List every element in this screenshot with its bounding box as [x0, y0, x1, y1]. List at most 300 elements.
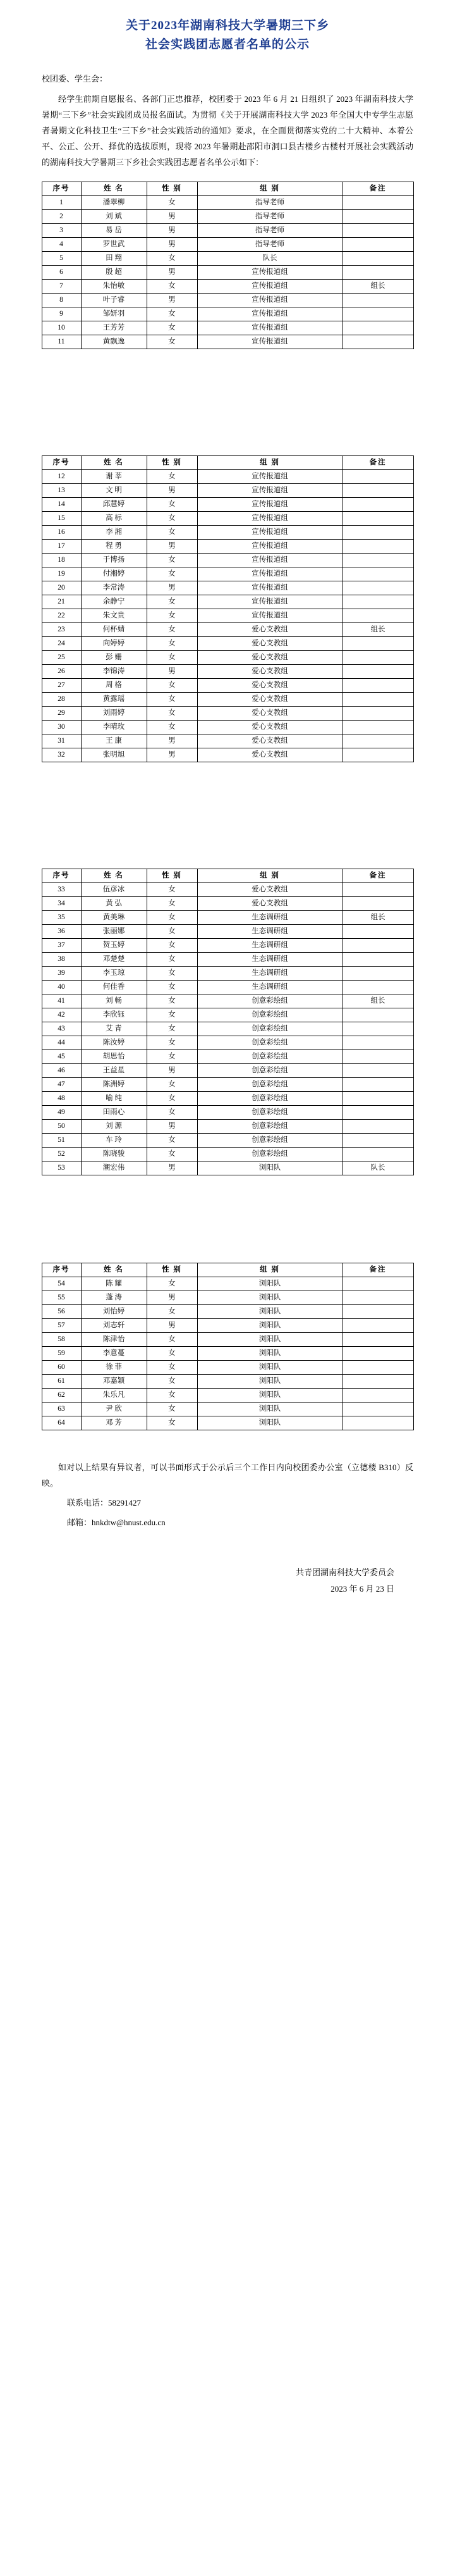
cell-name: 叶子睿: [81, 294, 147, 307]
col-header-gender: 性 别: [147, 869, 197, 883]
cell-gender: 女: [147, 939, 197, 953]
table-row: [42, 512, 413, 526]
cell-note: [343, 196, 413, 210]
roster-table-3: [42, 869, 414, 1175]
cell-group: 宣传报道组: [197, 335, 343, 349]
cell-group: 指导老师: [197, 196, 343, 210]
cell-note: [343, 925, 413, 939]
cell-name: 何佳香: [81, 981, 147, 994]
cell-seq: 43: [42, 1022, 81, 1036]
cell-note: [343, 470, 413, 484]
cell-gender: 女: [147, 1403, 197, 1416]
cell-name: 余静宁: [81, 595, 147, 609]
table-row: [42, 484, 413, 498]
table-row: [42, 981, 413, 994]
cell-group: 指导老师: [197, 224, 343, 238]
table-row: [42, 1319, 413, 1333]
cell-seq: 17: [42, 540, 81, 554]
cell-gender: 女: [147, 1036, 197, 1050]
table-row: [42, 1148, 413, 1161]
cell-name: 邱慧婷: [81, 498, 147, 512]
cell-note: [343, 1305, 413, 1319]
table-row: [42, 470, 413, 484]
cell-name: 邓嘉颖: [81, 1375, 147, 1389]
cell-gender: 女: [147, 196, 197, 210]
cell-seq: 16: [42, 526, 81, 540]
cell-seq: 59: [42, 1347, 81, 1361]
cell-name: 刘怡婷: [81, 1305, 147, 1319]
cell-seq: 61: [42, 1375, 81, 1389]
cell-seq: 22: [42, 609, 81, 623]
cell-note: [343, 321, 413, 335]
cell-gender: 女: [147, 994, 197, 1008]
cell-note: [343, 595, 413, 609]
cell-name: 罗世武: [81, 238, 147, 252]
cell-gender: 女: [147, 1022, 197, 1036]
cell-seq: 11: [42, 335, 81, 349]
cell-note: [343, 307, 413, 321]
cell-seq: 19: [42, 567, 81, 581]
cell-group: 宣传报道组: [197, 554, 343, 567]
col-header-seq: 序号: [42, 456, 81, 470]
cell-gender: 女: [147, 470, 197, 484]
cell-seq: 51: [42, 1134, 81, 1148]
cell-seq: 32: [42, 748, 81, 762]
cell-gender: 女: [147, 1078, 197, 1092]
cell-seq: 29: [42, 707, 81, 721]
cell-seq: 20: [42, 581, 81, 595]
table-row: [42, 623, 413, 637]
cell-seq: 18: [42, 554, 81, 567]
table-row: [42, 637, 413, 651]
cell-note: [343, 1416, 413, 1430]
cell-note: [343, 581, 413, 595]
cell-group: 宣传报道组: [197, 307, 343, 321]
cell-seq: 54: [42, 1277, 81, 1291]
cell-name: 刘 斌: [81, 210, 147, 224]
col-header-gender: 性 别: [147, 1263, 197, 1277]
col-header-name: 姓 名: [81, 1263, 147, 1277]
cell-seq: 41: [42, 994, 81, 1008]
cell-group: 生态调研组: [197, 967, 343, 981]
cell-seq: 27: [42, 679, 81, 693]
cell-note: 组长: [343, 280, 413, 294]
contact-phone: 联系电话：58291427: [67, 1498, 142, 1508]
cell-seq: 40: [42, 981, 81, 994]
cell-name: 周 格: [81, 679, 147, 693]
cell-name: 王 康: [81, 734, 147, 748]
cell-gender: 女: [147, 1333, 197, 1347]
signature-organization: 共青团湖南科技大学委员会: [295, 1568, 394, 1577]
cell-seq: 62: [42, 1389, 81, 1403]
cell-group: 生态调研组: [197, 939, 343, 953]
cell-gender: 男: [147, 210, 197, 224]
cell-seq: 63: [42, 1403, 81, 1416]
cell-name: 黄露瑶: [81, 693, 147, 707]
title-line-1: 关于2023年湖南科技大学暑期三下乡: [125, 19, 329, 32]
cell-note: [343, 651, 413, 665]
table-row: [42, 1361, 413, 1375]
table-row: [42, 266, 413, 280]
cell-group: 浏阳队: [197, 1403, 343, 1416]
cell-note: [343, 609, 413, 623]
cell-seq: 58: [42, 1333, 81, 1347]
roster-body-2: [42, 470, 413, 762]
cell-note: [343, 1092, 413, 1106]
cell-seq: 30: [42, 721, 81, 734]
cell-name: 车 玲: [81, 1134, 147, 1148]
table-row: [42, 1120, 413, 1134]
table-row: [42, 1347, 413, 1361]
cell-group: 指导老师: [197, 238, 343, 252]
cell-gender: 男: [147, 484, 197, 498]
cell-note: [343, 1347, 413, 1361]
cell-name: 刘 源: [81, 1120, 147, 1134]
cell-gender: 女: [147, 252, 197, 266]
cell-gender: 女: [147, 637, 197, 651]
cell-gender: 女: [147, 967, 197, 981]
cell-note: [343, 707, 413, 721]
cell-seq: 53: [42, 1161, 81, 1175]
cell-group: 浏阳队: [197, 1333, 343, 1347]
cell-gender: 女: [147, 883, 197, 897]
cell-name: 朱怡敏: [81, 280, 147, 294]
cell-group: 浏阳队: [197, 1319, 343, 1333]
cell-seq: 8: [42, 294, 81, 307]
cell-name: 付湘婷: [81, 567, 147, 581]
col-header-group: 组 别: [197, 1263, 343, 1277]
table-row: [42, 665, 413, 679]
col-header-seq: 序号: [42, 869, 81, 883]
col-header-group: 组 别: [197, 869, 343, 883]
cell-name: 邹妍羽: [81, 307, 147, 321]
cell-seq: 26: [42, 665, 81, 679]
cell-group: 生态调研组: [197, 953, 343, 967]
cell-gender: 女: [147, 897, 197, 911]
cell-gender: 女: [147, 1375, 197, 1389]
cell-note: [343, 210, 413, 224]
cell-note: [343, 335, 413, 349]
cell-note: [343, 1148, 413, 1161]
salutation: 校团委、学生会：: [42, 74, 108, 84]
cell-seq: 35: [42, 911, 81, 925]
table-row: [42, 196, 413, 210]
cell-name: 陈洲婷: [81, 1078, 147, 1092]
cell-group: 宣传报道组: [197, 581, 343, 595]
cell-note: [343, 1008, 413, 1022]
cell-group: 宣传报道组: [197, 567, 343, 581]
cell-group: 爱心支教组: [197, 665, 343, 679]
cell-group: 宣传报道组: [197, 595, 343, 609]
cell-group: 队长: [197, 252, 343, 266]
page-break-gap-2: [0, 762, 455, 857]
cell-name: 李意蔓: [81, 1347, 147, 1361]
cell-seq: 37: [42, 939, 81, 953]
col-header-group: 组 别: [197, 182, 343, 196]
table-row: [42, 967, 413, 981]
cell-gender: 男: [147, 294, 197, 307]
cell-gender: 男: [147, 1120, 197, 1134]
table-row: [42, 679, 413, 693]
col-header-note: 备注: [343, 1263, 413, 1277]
cell-group: 宣传报道组: [197, 484, 343, 498]
cell-name: 伍彦冰: [81, 883, 147, 897]
cell-seq: 21: [42, 595, 81, 609]
roster-table-2: [42, 455, 414, 762]
cell-seq: 64: [42, 1416, 81, 1430]
cell-seq: 23: [42, 623, 81, 637]
cell-name: 黄美琳: [81, 911, 147, 925]
cell-note: [343, 679, 413, 693]
table-row: [42, 994, 413, 1008]
table-row: [42, 609, 413, 623]
cell-seq: 52: [42, 1148, 81, 1161]
cell-note: [343, 1361, 413, 1375]
cell-seq: 14: [42, 498, 81, 512]
cell-gender: 女: [147, 1277, 197, 1291]
cell-note: [343, 1078, 413, 1092]
cell-seq: 60: [42, 1361, 81, 1375]
cell-group: 生态调研组: [197, 925, 343, 939]
cell-name: 彭 姗: [81, 651, 147, 665]
cell-gender: 女: [147, 953, 197, 967]
cell-name: 邓 芳: [81, 1416, 147, 1430]
cell-name: 胡思怡: [81, 1050, 147, 1064]
cell-seq: 7: [42, 280, 81, 294]
cell-group: 创意彩绘组: [197, 1120, 343, 1134]
cell-name: 徐 菲: [81, 1361, 147, 1375]
cell-note: [343, 665, 413, 679]
cell-seq: 39: [42, 967, 81, 981]
cell-seq: 1: [42, 196, 81, 210]
cell-name: 李常涛: [81, 581, 147, 595]
cell-note: [343, 1022, 413, 1036]
cell-note: [343, 1120, 413, 1134]
cell-seq: 25: [42, 651, 81, 665]
cell-group: 宣传报道组: [197, 470, 343, 484]
cell-note: [343, 498, 413, 512]
col-header-note: 备注: [343, 869, 413, 883]
table-row: [42, 1291, 413, 1305]
cell-seq: 38: [42, 953, 81, 967]
table-row: [42, 1134, 413, 1148]
cell-group: 创意彩绘组: [197, 1148, 343, 1161]
cell-seq: 57: [42, 1319, 81, 1333]
cell-gender: 男: [147, 238, 197, 252]
cell-gender: 女: [147, 1050, 197, 1064]
table-row: [42, 540, 413, 554]
table-row: [42, 224, 413, 238]
cell-gender: 女: [147, 321, 197, 335]
table-row: [42, 210, 413, 224]
cell-name: 李玉琼: [81, 967, 147, 981]
cell-gender: 男: [147, 266, 197, 280]
table-header-row: [42, 1263, 413, 1277]
table-row: [42, 1022, 413, 1036]
cell-name: 陈汝婷: [81, 1036, 147, 1050]
cell-note: [343, 693, 413, 707]
table-row: [42, 1416, 413, 1430]
cell-note: [343, 721, 413, 734]
cell-seq: 31: [42, 734, 81, 748]
cell-gender: 男: [147, 1161, 197, 1175]
cell-group: 爱心支教组: [197, 693, 343, 707]
cell-group: 创意彩绘组: [197, 1106, 343, 1120]
cell-group: 创意彩绘组: [197, 1022, 343, 1036]
cell-group: 宣传报道组: [197, 512, 343, 526]
contact-email: 邮箱：hnkdtw@hnust.edu.cn: [67, 1518, 166, 1527]
table-header-row: [42, 869, 413, 883]
cell-note: [343, 224, 413, 238]
table-row: [42, 335, 413, 349]
cell-gender: 女: [147, 567, 197, 581]
cell-group: 宣传报道组: [197, 609, 343, 623]
table-row: [42, 1403, 413, 1416]
cell-seq: 55: [42, 1291, 81, 1305]
cell-note: [343, 897, 413, 911]
cell-group: 浏阳队: [197, 1361, 343, 1375]
cell-group: 生态调研组: [197, 911, 343, 925]
cell-name: 何杯婧: [81, 623, 147, 637]
cell-group: 宣传报道组: [197, 280, 343, 294]
table-row: [42, 1078, 413, 1092]
cell-gender: 女: [147, 1092, 197, 1106]
cell-name: 程 勇: [81, 540, 147, 554]
cell-group: 指导老师: [197, 210, 343, 224]
cell-gender: 女: [147, 1008, 197, 1022]
cell-gender: 女: [147, 1148, 197, 1161]
cell-seq: 24: [42, 637, 81, 651]
cell-note: [343, 1277, 413, 1291]
cell-name: 朱乐凡: [81, 1389, 147, 1403]
cell-note: [343, 540, 413, 554]
cell-gender: 女: [147, 595, 197, 609]
col-header-seq: 序号: [42, 182, 81, 196]
cell-name: 刘 畅: [81, 994, 147, 1008]
table-row: [42, 1106, 413, 1120]
cell-note: [343, 1106, 413, 1120]
table-header-row: [42, 456, 413, 470]
table-header-row: [42, 182, 413, 196]
cell-group: 宣传报道组: [197, 266, 343, 280]
cell-gender: 女: [147, 307, 197, 321]
cell-name: 潘翠柳: [81, 196, 147, 210]
cell-group: 宣传报道组: [197, 540, 343, 554]
cell-name: 喻 纯: [81, 1092, 147, 1106]
cell-group: 浏阳队: [197, 1161, 343, 1175]
cell-gender: 女: [147, 280, 197, 294]
cell-note: [343, 554, 413, 567]
title-line-2: 社会实践团志愿者名单的公示: [145, 38, 310, 51]
roster-body-4: [42, 1277, 413, 1430]
cell-note: [343, 939, 413, 953]
cell-name: 田雨心: [81, 1106, 147, 1120]
cell-group: 爱心支教组: [197, 897, 343, 911]
table-row: [42, 1161, 413, 1175]
cell-seq: 15: [42, 512, 81, 526]
cell-group: 创意彩绘组: [197, 994, 343, 1008]
cell-group: 浏阳队: [197, 1416, 343, 1430]
table-row: [42, 1277, 413, 1291]
cell-seq: 33: [42, 883, 81, 897]
cell-gender: 女: [147, 981, 197, 994]
roster-body-1: [42, 196, 413, 349]
table-row: [42, 1092, 413, 1106]
cell-group: 浏阳队: [197, 1389, 343, 1403]
cell-note: [343, 252, 413, 266]
cell-note: 组长: [343, 994, 413, 1008]
cell-group: 浏阳队: [197, 1305, 343, 1319]
cell-seq: 4: [42, 238, 81, 252]
cell-group: 浏阳队: [197, 1277, 343, 1291]
cell-group: 创意彩绘组: [197, 1092, 343, 1106]
cell-gender: 女: [147, 1389, 197, 1403]
cell-name: 田 翔: [81, 252, 147, 266]
page-break-gap-3: [0, 1175, 455, 1251]
cell-group: 创意彩绘组: [197, 1050, 343, 1064]
cell-note: [343, 967, 413, 981]
cell-note: [343, 637, 413, 651]
cell-seq: 56: [42, 1305, 81, 1319]
cell-name: 刘志轩: [81, 1319, 147, 1333]
cell-gender: 男: [147, 1319, 197, 1333]
cell-note: [343, 266, 413, 280]
cell-group: 创意彩绘组: [197, 1078, 343, 1092]
roster-table-1: [42, 182, 414, 349]
cell-note: [343, 1064, 413, 1078]
cell-gender: 女: [147, 693, 197, 707]
cell-name: 尹 欣: [81, 1403, 147, 1416]
cell-name: 易 岳: [81, 224, 147, 238]
cell-gender: 女: [147, 679, 197, 693]
cell-group: 爱心支教组: [197, 651, 343, 665]
table-row: [42, 307, 413, 321]
cell-note: [343, 1403, 413, 1416]
cell-gender: 男: [147, 665, 197, 679]
cell-note: [343, 294, 413, 307]
cell-group: 爱心支教组: [197, 721, 343, 734]
roster-body-3: [42, 883, 413, 1175]
cell-gender: 女: [147, 1106, 197, 1120]
cell-seq: 28: [42, 693, 81, 707]
cell-name: 李晴玫: [81, 721, 147, 734]
cell-name: 陈晓骏: [81, 1148, 147, 1161]
roster-table-4: [42, 1263, 414, 1430]
cell-name: 刘雨婷: [81, 707, 147, 721]
cell-group: 创意彩绘组: [197, 1036, 343, 1050]
table-row: [42, 693, 413, 707]
cell-note: [343, 748, 413, 762]
cell-name: 殷 超: [81, 266, 147, 280]
cell-note: [343, 883, 413, 897]
cell-seq: 50: [42, 1120, 81, 1134]
cell-group: 爱心支教组: [197, 679, 343, 693]
table-row: [42, 581, 413, 595]
table-row: [42, 748, 413, 762]
table-row: [42, 953, 413, 967]
cell-gender: 女: [147, 498, 197, 512]
cell-note: [343, 981, 413, 994]
cell-note: [343, 567, 413, 581]
cell-seq: 10: [42, 321, 81, 335]
cell-gender: 女: [147, 925, 197, 939]
cell-note: [343, 1134, 413, 1148]
cell-group: 创意彩绘组: [197, 1134, 343, 1148]
cell-seq: 2: [42, 210, 81, 224]
cell-name: 陈 耀: [81, 1277, 147, 1291]
cell-note: 队长: [343, 1161, 413, 1175]
cell-name: 黄 弘: [81, 897, 147, 911]
